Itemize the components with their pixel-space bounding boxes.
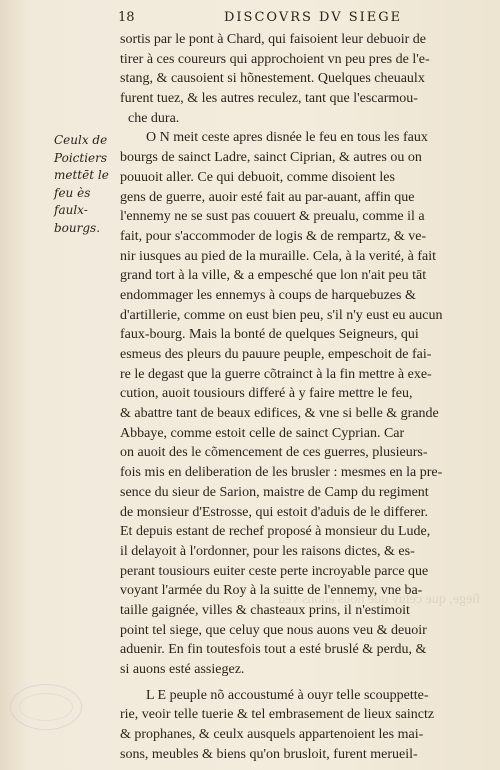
text-line: esmeus des pleurs du pauure peuple, empeschoit de fai- [120, 347, 432, 362]
running-title: DISCOVRS DV SIEGE [224, 10, 403, 25]
text-line: fois mis en deliberation de les brusler : mesmes en la pre- [120, 465, 443, 481]
text-line: re le degast que la guerre cõtrainct à la fin mettre à exe- [120, 366, 432, 382]
text-line: endommager les ennemys à coups de harquebuzes & [120, 287, 416, 303]
text-line: nir iusques au pied de la muraille. Cela, à la verité, à fait [120, 248, 437, 264]
text-line: sortis par le pont à Chard, qui faisoient leur debuoir de [120, 32, 426, 47]
text-line: perant tousiours euiter ceste perte incroyable parce que [120, 563, 429, 579]
text-line: furent tuez, & les autres reculez, tant que l'escarmou- [120, 91, 418, 107]
text-line: on auoit des le cõmencement de ces guerres, plusieurs- [120, 445, 428, 461]
text-line: grand tort à la ville, & a empesché que lon n'ait peu tāt [120, 268, 427, 284]
text-line: Et depuis estant de rechef proposé à monsieur du Lude, [120, 524, 431, 540]
text-line: & prophanes, & ceulx ausquels appartenoient les mai- [120, 727, 424, 743]
page-number: 18 [118, 10, 135, 25]
text-line: stang, & causoient si hõnestement. Quelques cheuaulx [120, 71, 425, 87]
text-line: d'artillerie, comme on eust bien peu, s'il n'y eust eu aucun [120, 307, 443, 323]
text-line: Abbaye, comme estoit celle de sainct Cyprian. Car [120, 425, 405, 441]
show-through-text: ſiege, que celuy que nous auons veu [278, 592, 480, 607]
text-line: point tel siege, que celuy que nous auons veu & deuoir [120, 622, 427, 638]
text-line: L E peuple nõ accoustumé à ouyr telle scouppette- [146, 687, 429, 703]
paragraph-3 [120, 686, 492, 765]
text-line: sons, meubles & biens qu'on brusloit, furent merueil- [120, 746, 418, 762]
text-line: faux-bourg. Mais la bonté de quelques Seigneurs, qui [120, 327, 419, 343]
text-line: il delayoit à l'ordonner, pour les raisons dictes, & es- [120, 543, 415, 559]
text-line: sence du sieur de Sarion, maistre de Camp du regiment [120, 484, 429, 500]
text-line: taille gaignée, villes & chasteaux prins, il n'estimoit [120, 602, 410, 618]
text-line: rie, veoir telle tuerie & tel embrasement de lieux sainctz [120, 707, 435, 723]
text-line: de monsieur d'Estrosse, qui estoit d'aduis de le differer. [120, 504, 429, 520]
text-line: aduenir. En fin toutesfois tout a esté bruslé & perdu, & [120, 642, 427, 658]
text-line: cution, auoit tousiours differé à y faire mettre le feu, [120, 386, 413, 402]
library-stamp-seal [10, 684, 82, 730]
text-line: O N meit ceste apres disnée le feu en tous les faux [146, 130, 428, 146]
page-header [118, 8, 478, 30]
text-line: si auons esté assiegez. [120, 662, 245, 677]
text-line: pouuoit aller. Ce qui debuoit, comme disoient les [120, 169, 395, 185]
paragraph-2 [120, 128, 492, 679]
text-line: voyant l'armée du Roy à la suitte de l'ennemy, vne ba- [120, 583, 423, 599]
main-text [120, 30, 492, 764]
text-line: l'ennemy ne se sust pas couuert & preualu, comme il a [120, 209, 425, 225]
text-line: fait, pour s'accommoder de logis & de rempartz, & ve- [120, 228, 427, 244]
text-line: & abattre tant de beaux edifices, & vne si belle & grande [120, 406, 439, 422]
text-line: che dura. [128, 110, 180, 126]
paragraph-1 [120, 30, 492, 128]
marginal-note: Ceulx de Poictiers mettēt le feu ès faulx- bourgs. [54, 133, 109, 235]
text-line: bourgs de sainct Ladre, sainct Ciprian, & autres ou on [120, 150, 422, 166]
text-line: tirer à ces coureurs qui approchoient vn peu pres de l'e- [120, 51, 430, 67]
text-line: gens de guerre, auoir esté fait au par-auant, affin que [120, 189, 415, 205]
